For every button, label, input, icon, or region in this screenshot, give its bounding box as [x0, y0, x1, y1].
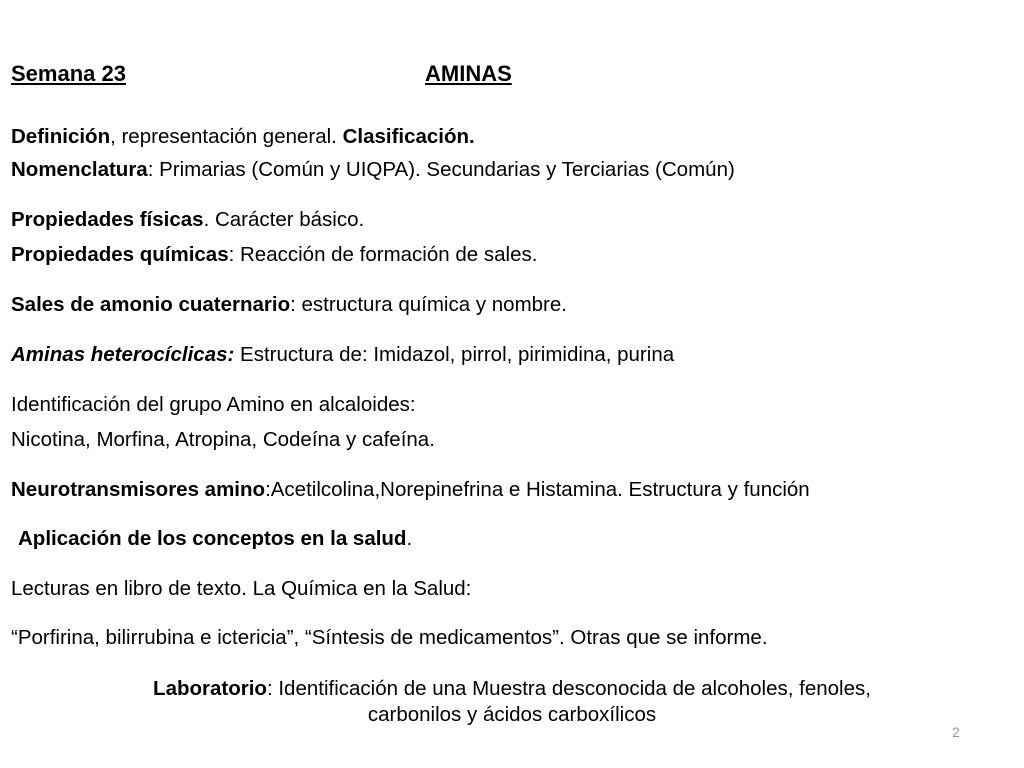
prop-quimicas-line	[11, 243, 537, 267]
heterociclicas-text: Estructura de: Imidazol, pirrol, pirimidina, purina	[234, 343, 675, 366]
heterociclicas-label: Aminas heterocíclicas:	[11, 343, 235, 366]
identificacion-line: Identificación del grupo Amino en alcaloides:	[11, 393, 416, 416]
prop-quimicas-label: Propiedades químicas	[11, 243, 229, 266]
heterociclicas-line	[11, 343, 674, 367]
aplicacion-label: Aplicación de los conceptos en la salud	[18, 527, 407, 550]
nomenclatura-line	[11, 158, 735, 182]
lecturas-titulos-line: “Porfirina, bilirrubina e ictericia”, “Síntesis de medicamentos”. Otras que se informe.	[11, 626, 768, 649]
topic-title: AMINAS	[425, 61, 512, 86]
laboratorio-line-1	[0, 676, 1024, 702]
laboratorio-block	[0, 676, 1024, 728]
aplicacion-line	[18, 527, 412, 551]
aplicacion-text: .	[406, 527, 413, 550]
sales-label: Sales de amonio cuaternario	[11, 293, 291, 316]
nomenclatura-text: : Primarias (Común y UIQPA). Secundarias y Terciarias (Común)	[147, 158, 735, 181]
laboratorio-line-2: carbonilos y ácidos carboxílicos	[367, 703, 657, 726]
neurotransmisores-line	[11, 478, 810, 502]
prop-fisicas-line	[11, 208, 364, 232]
definicion-line	[11, 125, 475, 149]
alcaloides-line: Nicotina, Morfina, Atropina, Codeína y cafeína.	[11, 428, 435, 451]
sales-text: : estructura química y nombre.	[290, 293, 567, 316]
lecturas-line: Lecturas en libro de texto. La Química en la Salud:	[11, 577, 472, 600]
prop-fisicas-text: . Carácter básico.	[203, 208, 365, 231]
nomenclatura-label: Nomenclatura	[11, 158, 148, 181]
week-title: Semana 23	[11, 61, 126, 86]
prop-fisicas-label: Propiedades físicas	[11, 208, 204, 231]
clasificacion-label: Clasificación	[342, 125, 470, 148]
definicion-text: , representación general.	[110, 125, 343, 148]
definicion-tail: .	[469, 125, 475, 148]
sales-line	[11, 293, 567, 317]
neurotransmisores-label: Neurotransmisores amino	[11, 478, 266, 501]
page-number: 2	[952, 724, 960, 740]
neurotransmisores-text: :Acetilcolina,Norepinefrina e Histamina. Estructura y función	[265, 478, 810, 501]
prop-quimicas-text: : Reacción de formación de sales.	[228, 243, 538, 266]
laboratorio-label: Laboratorio	[153, 677, 267, 700]
laboratorio-text: : Identificación de una Muestra desconocida de alcoholes, fenoles,	[266, 677, 871, 700]
definicion-label: Definición	[11, 125, 111, 148]
